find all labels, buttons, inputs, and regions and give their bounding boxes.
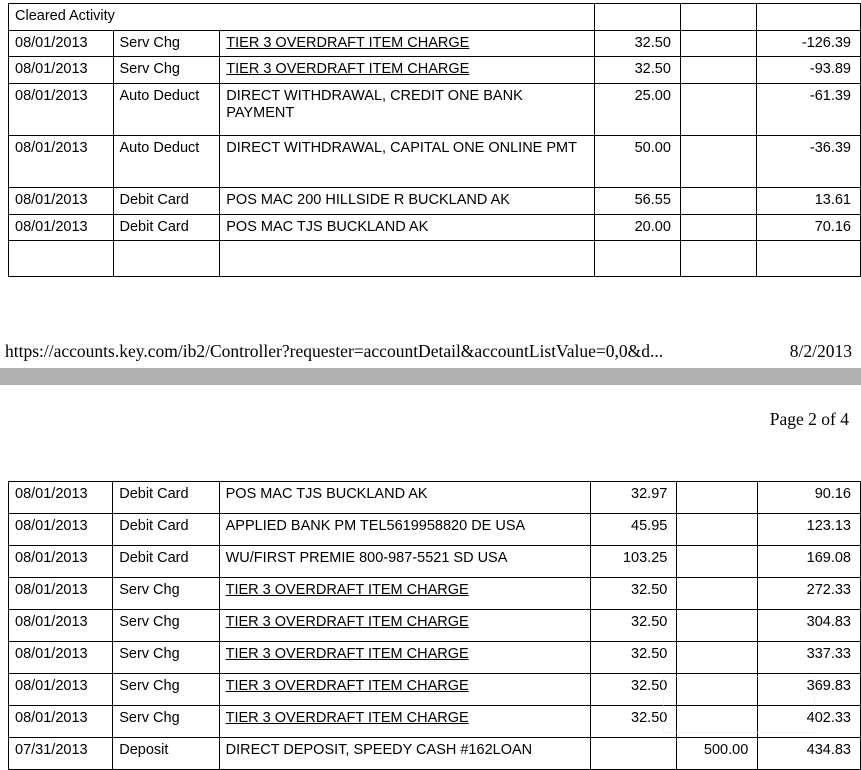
table-row (9, 546, 861, 578)
table-row (9, 136, 861, 188)
cell-deposit (680, 214, 756, 241)
cell-balance: 123.13 (758, 514, 861, 546)
cell-deposit (677, 674, 758, 706)
cell-type: Debit Card (113, 482, 219, 514)
header-balance-cell (757, 4, 861, 31)
cell-description: POS MAC TJS BUCKLAND AK (220, 214, 595, 241)
cell-description (219, 674, 591, 706)
cell-date: 08/01/2013 (9, 214, 114, 241)
bottom-table-body (9, 482, 861, 770)
cell-type (113, 241, 220, 277)
table-row (9, 241, 861, 277)
description-link-text[interactable]: TIER 3 OVERDRAFT ITEM CHARGE (226, 34, 470, 51)
cell-deposit (677, 482, 758, 514)
cell-balance: 13.61 (757, 188, 861, 215)
cell-type: Serv Chg (113, 30, 220, 57)
cell-date: 08/01/2013 (9, 674, 113, 706)
cell-amount: 32.50 (591, 610, 677, 642)
cell-description: POS MAC TJS BUCKLAND AK (219, 482, 591, 514)
cell-description: DIRECT WITHDRAWAL, CAPITAL ONE ONLINE PMT (220, 136, 595, 188)
cell-amount: 32.50 (595, 30, 681, 57)
cell-amount: 50.00 (595, 136, 681, 188)
table-row (9, 188, 861, 215)
cell-type: Serv Chg (113, 674, 219, 706)
cell-balance: -36.39 (757, 136, 861, 188)
cell-balance: 402.33 (758, 706, 861, 738)
cell-deposit (677, 578, 758, 610)
cleared-activity-table-top (8, 3, 861, 277)
cell-balance: 70.16 (757, 214, 861, 241)
cell-balance: 272.33 (758, 578, 861, 610)
cell-type: Debit Card (113, 214, 220, 241)
cell-amount: 32.50 (591, 706, 677, 738)
cell-description: DIRECT WITHDRAWAL, CREDIT ONE BANK PAYMENT (220, 84, 595, 136)
page-footer (5, 341, 856, 362)
cell-description: WU/FIRST PREMIE 800-987-5521 SD USA (219, 546, 591, 578)
section-header-row (9, 4, 861, 31)
cell-description: DIRECT DEPOSIT, SPEEDY CASH #162LOAN (219, 738, 591, 770)
cell-amount: 32.50 (591, 578, 677, 610)
cell-date (9, 241, 114, 277)
cell-type: Debit Card (113, 546, 219, 578)
cell-deposit (680, 188, 756, 215)
cell-description (220, 30, 595, 57)
cell-date: 07/31/2013 (9, 738, 113, 770)
table-row (9, 578, 861, 610)
table-row (9, 514, 861, 546)
cell-amount: 45.95 (591, 514, 677, 546)
cell-date: 08/01/2013 (9, 546, 113, 578)
table-row (9, 674, 861, 706)
cell-date: 08/01/2013 (9, 188, 114, 215)
cell-deposit: 500.00 (677, 738, 758, 770)
cell-date: 08/01/2013 (9, 482, 113, 514)
cell-amount (591, 738, 677, 770)
cell-type: Serv Chg (113, 706, 219, 738)
cell-date: 08/01/2013 (9, 30, 114, 57)
page-separator-band (0, 368, 861, 385)
footer-url: https://accounts.key.com/ib2/Controller?requester=accountDetail&accountListValue=0,0&d... (5, 341, 664, 361)
cell-amount: 25.00 (595, 84, 681, 136)
cell-type: Serv Chg (113, 610, 219, 642)
cell-type: Serv Chg (113, 642, 219, 674)
cell-description (219, 706, 591, 738)
cell-amount: 32.50 (591, 642, 677, 674)
cell-date: 08/01/2013 (9, 642, 113, 674)
page-indicator: Page 2 of 4 (769, 409, 849, 429)
cell-date: 08/01/2013 (9, 84, 114, 136)
cell-balance: -93.89 (757, 57, 861, 84)
cell-deposit (680, 30, 756, 57)
cell-deposit (677, 642, 758, 674)
header-amount-cell (595, 4, 681, 31)
cell-balance: 434.83 (758, 738, 861, 770)
cell-amount: 32.97 (591, 482, 677, 514)
description-link-text[interactable]: TIER 3 OVERDRAFT ITEM CHARGE (225, 646, 469, 662)
cell-deposit (680, 84, 756, 136)
description-link-text[interactable]: TIER 3 OVERDRAFT ITEM CHARGE (225, 614, 469, 630)
cell-date: 08/01/2013 (9, 610, 113, 642)
cell-balance: 337.33 (758, 642, 861, 674)
table-row (9, 706, 861, 738)
cell-balance (757, 241, 861, 277)
cleared-activity-table-bottom (8, 481, 861, 770)
cell-date: 08/01/2013 (9, 706, 113, 738)
table-row (9, 30, 861, 57)
table-row (9, 57, 861, 84)
cell-date: 08/01/2013 (9, 136, 114, 188)
cell-description (219, 610, 591, 642)
cell-balance: 169.08 (758, 546, 861, 578)
table-row (9, 642, 861, 674)
cell-amount (595, 241, 681, 277)
cell-amount: 20.00 (595, 214, 681, 241)
cell-description (219, 642, 591, 674)
cell-balance: 369.83 (758, 674, 861, 706)
cell-balance: -126.39 (757, 30, 861, 57)
table-row (9, 610, 861, 642)
section-header-cell: Cleared Activity (9, 4, 595, 31)
cell-deposit (680, 136, 756, 188)
cell-type: Debit Card (113, 514, 219, 546)
cell-description (220, 241, 595, 277)
cell-date: 08/01/2013 (9, 578, 113, 610)
table-row (9, 482, 861, 514)
description-link-text[interactable]: TIER 3 OVERDRAFT ITEM CHARGE (225, 678, 469, 694)
cell-balance: 90.16 (758, 482, 861, 514)
cell-type: Auto Deduct (113, 84, 220, 136)
cell-amount: 56.55 (595, 188, 681, 215)
header-deposit-cell (680, 4, 756, 31)
cell-type: Auto Deduct (113, 136, 220, 188)
cell-description: POS MAC 200 HILLSIDE R BUCKLAND AK (220, 188, 595, 215)
cell-description (219, 578, 591, 610)
cell-amount: 32.50 (595, 57, 681, 84)
description-link-text[interactable]: TIER 3 OVERDRAFT ITEM CHARGE (226, 61, 470, 78)
cell-amount: 32.50 (591, 674, 677, 706)
table-row (9, 84, 861, 136)
cell-deposit (680, 241, 756, 277)
cell-deposit (677, 514, 758, 546)
top-table-body (9, 4, 861, 277)
cell-type: Deposit (113, 738, 219, 770)
footer-date: 8/2/2013 (789, 341, 852, 361)
cell-type: Debit Card (113, 188, 220, 215)
table-row (9, 738, 861, 770)
cell-amount: 103.25 (591, 546, 677, 578)
cell-description (220, 57, 595, 84)
description-link-text[interactable]: TIER 3 OVERDRAFT ITEM CHARGE (225, 582, 469, 598)
cell-deposit (677, 706, 758, 738)
cell-deposit (677, 610, 758, 642)
cell-description: APPLIED BANK PM TEL5619958820 DE USA (219, 514, 591, 546)
cell-type: Serv Chg (113, 578, 219, 610)
cell-type: Serv Chg (113, 57, 220, 84)
cell-date: 08/01/2013 (9, 57, 114, 84)
table-row (9, 214, 861, 241)
cell-deposit (680, 57, 756, 84)
cell-date: 08/01/2013 (9, 514, 113, 546)
cell-balance: -61.39 (757, 84, 861, 136)
cell-deposit (677, 546, 758, 578)
cell-balance: 304.83 (758, 610, 861, 642)
description-link-text[interactable]: TIER 3 OVERDRAFT ITEM CHARGE (225, 710, 469, 726)
